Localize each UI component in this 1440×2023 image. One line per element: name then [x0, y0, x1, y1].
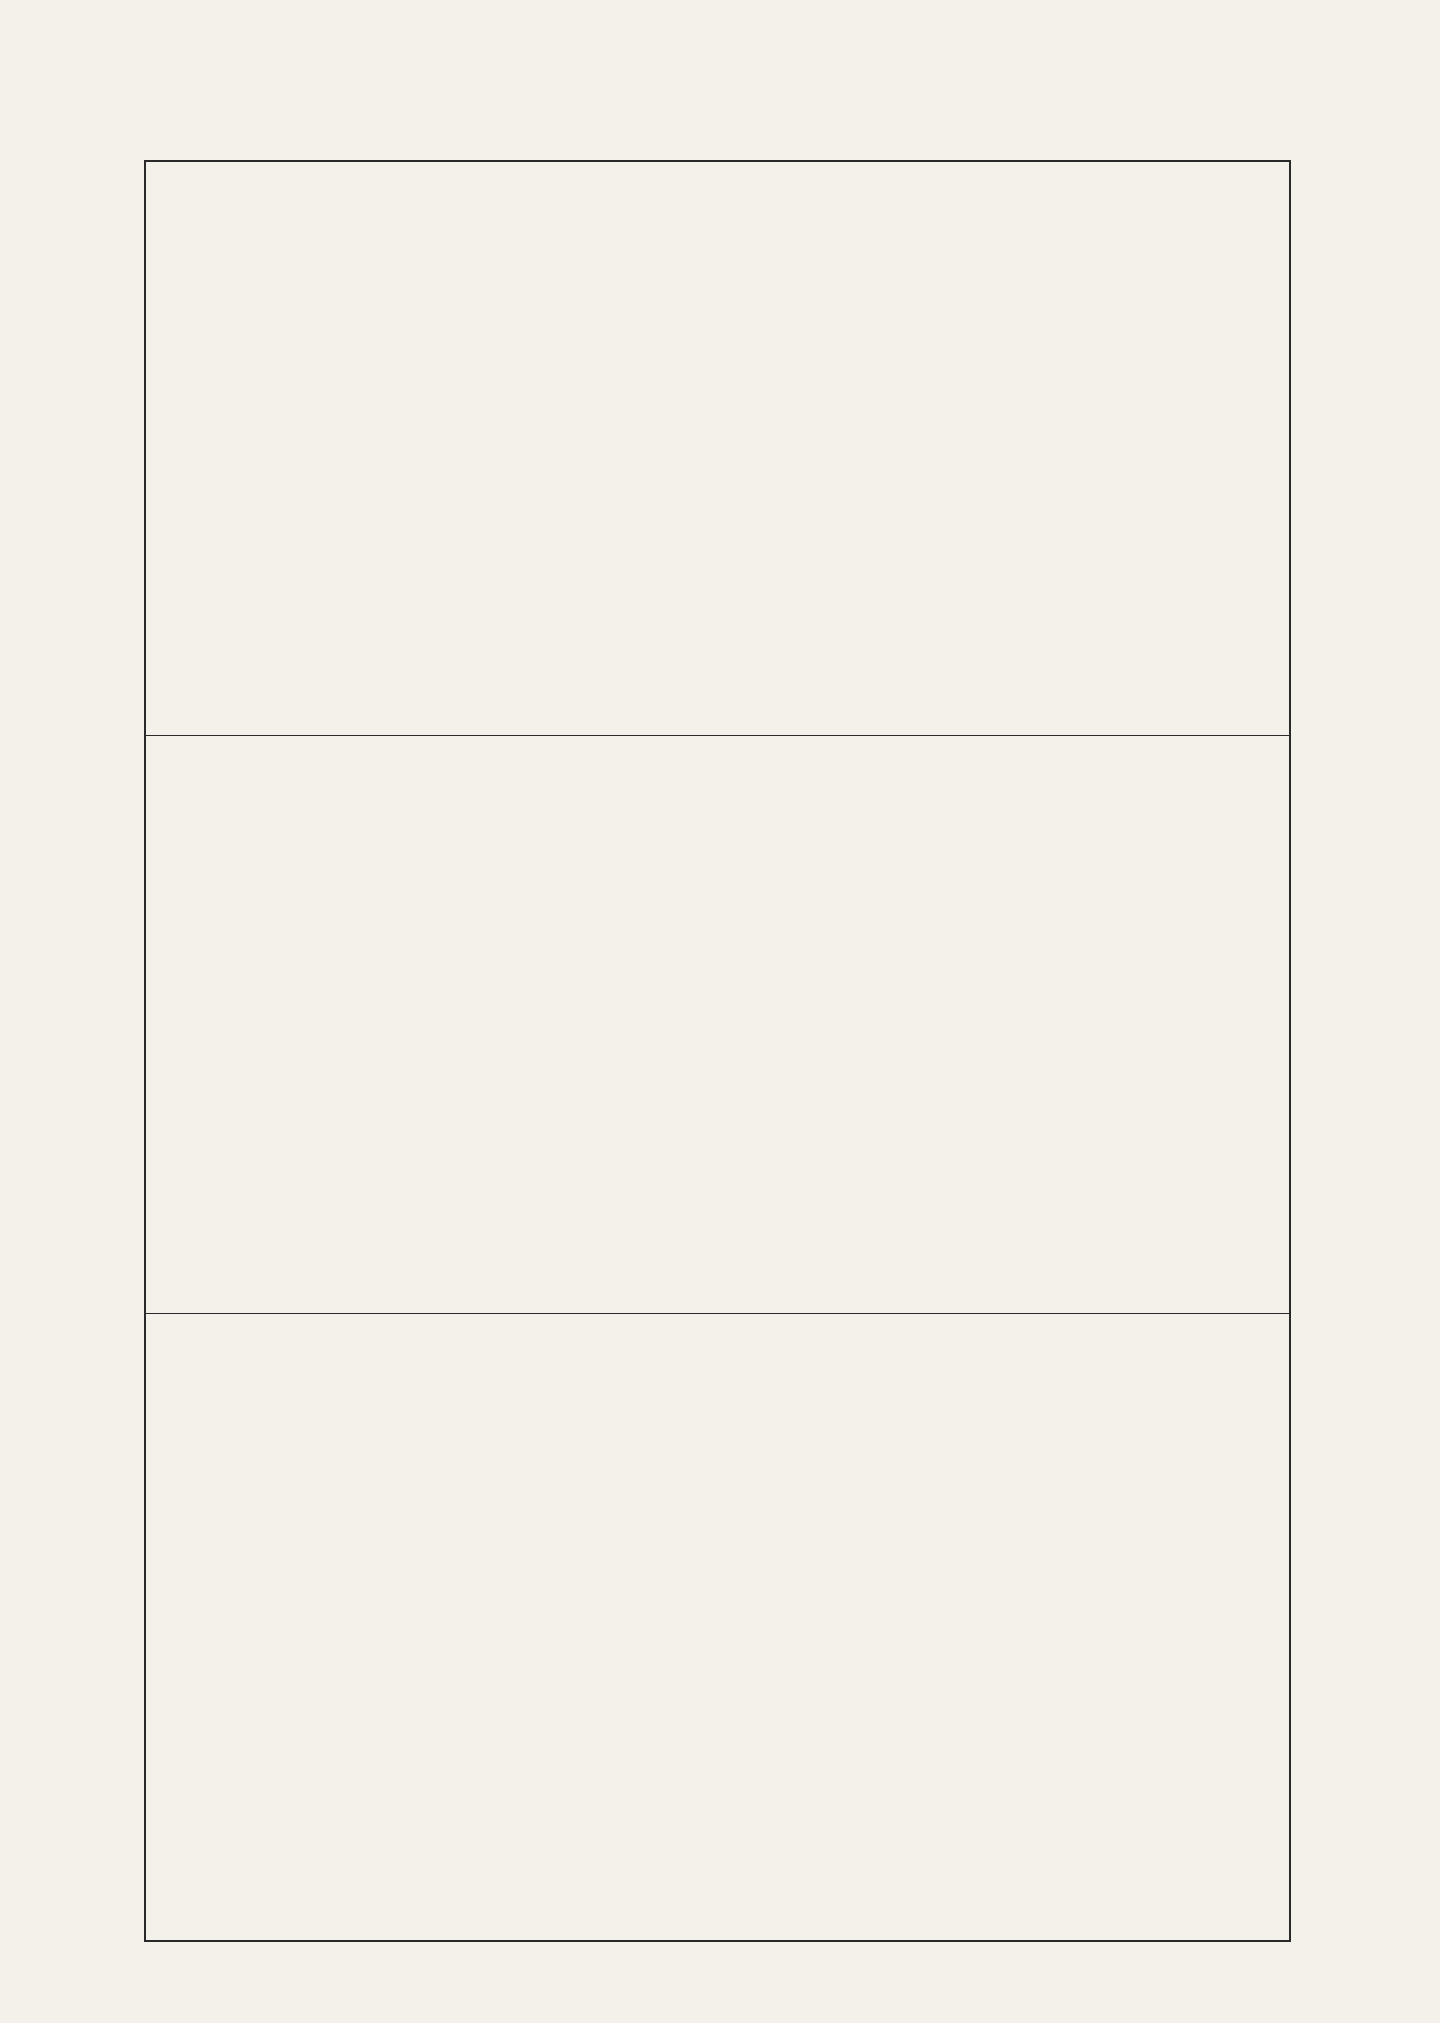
bottom-columns [176, 1336, 1227, 1927]
dictionary-page [144, 160, 1291, 1942]
mid-section [146, 735, 1289, 1314]
top-section [146, 162, 1289, 735]
bottom-section [146, 1313, 1289, 1941]
top-columns [176, 184, 1227, 721]
mid-columns [176, 758, 1227, 1300]
